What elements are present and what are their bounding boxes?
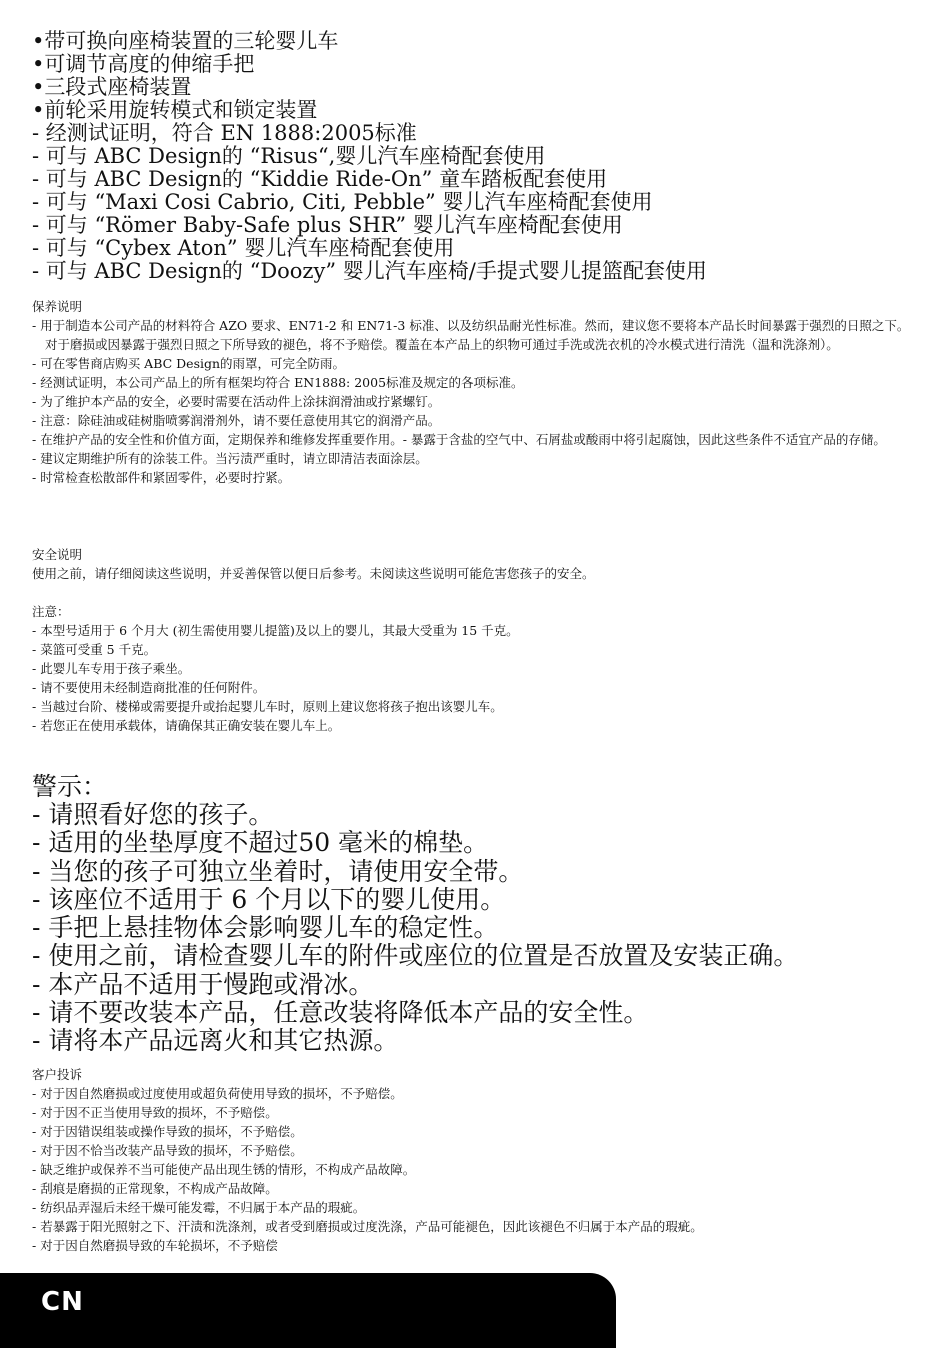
warning-item: - 本产品不适用于慢跑或滑冰。 xyxy=(32,969,374,999)
feature-item: - 可与 “Cybex Aton” 婴儿汽车座椅配套使用 xyxy=(32,236,455,260)
warning-item: - 请照看好您的孩子。 xyxy=(32,800,274,829)
warning-item: - 请不要改装本产品，任意改装将降低本产品的安全性。 xyxy=(32,998,649,1028)
warning-item: - 使用之前，请检查婴儿车的附件或座位的位置是否放置及安装正确。 xyxy=(32,941,799,971)
complaints-item: - 刮痕是磨损的正常现象，不构成产品故障。 xyxy=(32,1181,278,1196)
complaints-item: - 对于因自然磨损导致的车轮损坏，不予赔偿 xyxy=(32,1238,278,1253)
complaints-item: - 对于因自然磨损或过度使用或超负荷使用导致的损坏，不予赔偿。 xyxy=(32,1086,403,1101)
complaints-item: - 对于因不正当使用导致的损坏，不予赔偿。 xyxy=(32,1105,278,1120)
care-item: - 可在零售商店购买 ABC Design的雨罩，可完全防雨。 xyxy=(32,356,346,371)
feature-item: - 可与 ABC Design的 “Kiddie Ride-On” 童车踏板配套使用 xyxy=(32,167,608,191)
care-item: - 为了维护本产品的安全，必要时需要在活动件上涂抹润滑油或拧紧螺钉。 xyxy=(32,394,441,409)
care-section xyxy=(32,297,912,487)
care-item: - 时常检查松散部件和紧固零件，必要时拧紧。 xyxy=(32,470,291,485)
feature-item: - 经测试证明，符合 EN 1888:2005标准 xyxy=(32,121,417,145)
complaints-item: - 对于因不恰当改装产品导致的损坏，不予赔偿。 xyxy=(32,1143,303,1158)
safety-section xyxy=(32,545,912,583)
notes-item: - 请不要使用未经制造商批准的任何附件。 xyxy=(32,680,266,695)
warning-item: - 请将本产品远离火和其它热源。 xyxy=(32,1026,399,1056)
warning-item: - 手把上悬挂物体会影响婴儿车的稳定性。 xyxy=(32,913,499,943)
care-item: - 建议定期维护所有的涂装工件。当污渍严重时，请立即清洁表面涂层。 xyxy=(32,451,428,466)
warnings-heading: 警示： xyxy=(32,772,108,801)
safety-text: 使用之前，请仔细阅读这些说明，并妥善保管以便日后参考。未阅读这些说明可能危害您孩子的安全。 xyxy=(32,566,595,581)
complaints-heading: 客户投诉 xyxy=(32,1067,83,1082)
care-item: - 在维护产品的安全性和价值方面，定期保养和维修发挥重要作用。- 暴露于含盐的空气中、石屑盐或酸雨中将引起腐蚀，因此这些条件不适宜产品的存储。 xyxy=(32,432,886,447)
warning-item: - 适用的坐垫厚度不超过50 毫米的棉垫。 xyxy=(32,828,489,858)
notes-item: - 当越过台阶、楼梯或需要提升或抬起婴儿车时，原则上建议您将孩子抱出该婴儿车。 xyxy=(32,699,503,714)
feature-list xyxy=(32,30,922,283)
care-item: - 用于制造本公司产品的材料符合 AZO 要求、EN71-2 和 EN71-3 标准、以及纺织品耐光性标准。然而，建议您不要将本产品长时间暴露于强烈的日照之下。对于磨损或因暴露于强烈日照之下所导致的褪色，将不予赔偿。覆盖在本产品上的织物可通过手洗或洗衣机的冷水模式进行清洗（温和洗涤剂）。 xyxy=(32,318,910,352)
notes-item: - 本型号适用于 6 个月大 (初生需使用婴儿提篮)及以上的婴儿，其最大受重为 15 千克。 xyxy=(32,623,519,638)
language-tab xyxy=(0,1273,616,1348)
notes-item: - 若您正在使用承载体，请确保其正确安装在婴儿车上。 xyxy=(32,718,341,733)
safety-heading: 安全说明 xyxy=(32,547,83,562)
complaints-item: - 缺乏维护或保养不当可能使产品出现生锈的情形，不构成产品故障。 xyxy=(32,1162,416,1177)
complaints-item: - 若暴露于阳光照射之下、汗渍和洗涤剂，或者受到磨损或过度洗涤，产品可能褪色，因此该褪色不归属于本产品的瑕疵。 xyxy=(32,1219,703,1234)
complaints-item: - 纺织品弄湿后未经干燥可能发霉，不归属于本产品的瑕疵。 xyxy=(32,1200,366,1215)
language-label: CN xyxy=(41,1287,84,1317)
feature-item: •前轮采用旋转模式和锁定装置 xyxy=(32,98,318,122)
feature-item: •带可换向座椅装置的三轮婴儿车 xyxy=(32,29,339,53)
feature-item: - 可与 “Römer Baby-Safe plus SHR” 婴儿汽车座椅配套使用 xyxy=(32,213,623,237)
notes-section xyxy=(32,602,912,735)
complaints-section xyxy=(32,1065,912,1255)
care-heading: 保养说明 xyxy=(32,299,83,314)
warning-item: - 该座位不适用于 6 个月以下的婴儿使用。 xyxy=(32,884,506,914)
feature-item: •可调节高度的伸缩手把 xyxy=(32,52,255,76)
notes-item: - 此婴儿车专用于孩子乘坐。 xyxy=(32,661,191,676)
warning-item: - 当您的孩子可独立坐着时，请使用安全带。 xyxy=(32,856,524,886)
feature-item: - 可与 ABC Design的 “Doozy” 婴儿汽车座椅/手提式婴儿提篮配套使用 xyxy=(32,259,707,283)
feature-item: - 可与 ABC Design的 “Risus“,婴儿汽车座椅配套使用 xyxy=(32,144,546,168)
notes-item: - 菜篮可受重 5 千克。 xyxy=(32,642,157,657)
care-item: - 经测试证明，本公司产品上的所有框架均符合 EN1888: 2005标准及规定的各项标准。 xyxy=(32,375,524,390)
feature-item: - 可与 “Maxi Cosi Cabrio, Citi, Pebble” 婴儿汽车座椅配套使用 xyxy=(32,190,653,214)
care-item: - 注意：除硅油或硅树脂喷雾润滑剂外，请不要任意使用其它的润滑产品。 xyxy=(32,413,441,428)
feature-item: •三段式座椅装置 xyxy=(32,75,192,99)
notes-heading: 注意： xyxy=(32,604,70,619)
warnings-section xyxy=(32,772,922,1056)
complaints-item: - 对于因错误组装或操作导致的损坏，不予赔偿。 xyxy=(32,1124,303,1139)
